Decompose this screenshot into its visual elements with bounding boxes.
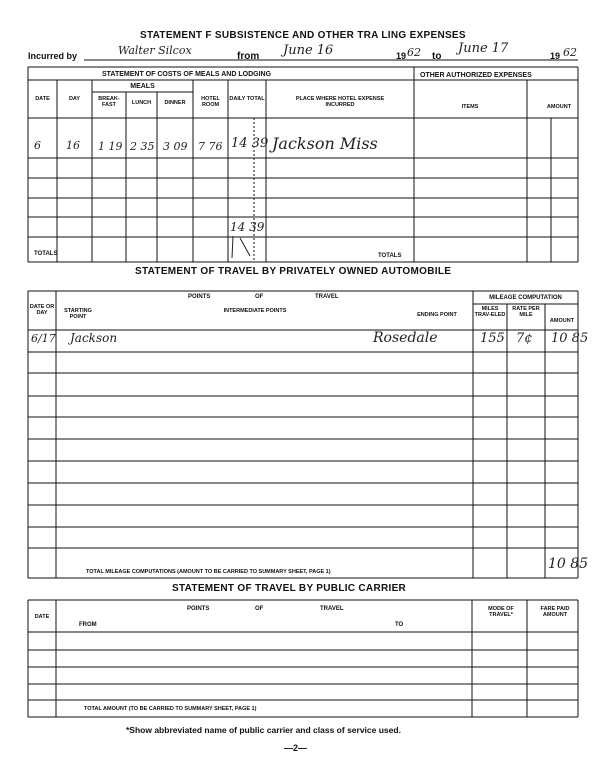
mileage-total-label: TOTAL MILEAGE COMPUTATIONS (AMOUNT TO BE CARRIED TO SUMMARY SHEET, PAGE 1) (86, 569, 331, 575)
auto-col-starting: STARTING POINT (64, 308, 92, 320)
col-hotel-room: HOTEL ROOM (201, 96, 220, 108)
row-breakfast[interactable]: 1 19 (98, 140, 123, 153)
col-items: ITEMS (461, 104, 479, 110)
totals-label-2: TOTALS (378, 253, 402, 259)
col-place: PLACE WHERE HOTEL EXPENSE INCURRED (295, 96, 385, 108)
col-dinner: DINNER (164, 100, 186, 106)
year-prefix-2: 19 (550, 51, 561, 61)
row-dinner[interactable]: 3 09 (163, 140, 188, 153)
auto-col-intermediate: INTERMEDIATE POINTS (223, 308, 287, 314)
automobile-title: STATEMENT OF TRAVEL BY PRIVATELY OWNED AUTOMOBILE (135, 266, 452, 277)
public-carrier-title: STATEMENT OF TRAVEL BY PUBLIC CARRIER (172, 583, 407, 594)
auto-col-date: DATE OR DAY (29, 304, 55, 316)
from-date-value[interactable]: June 16 (283, 43, 334, 58)
year-prefix-1: 19 (396, 51, 407, 61)
col-date: DATE (35, 96, 50, 102)
from-label: from (237, 51, 260, 62)
auto-col-amount: AMOUNT (549, 318, 575, 324)
carrier-from-label: FROM (79, 622, 97, 628)
mileage-header: MILEAGE COMPUTATION (489, 295, 562, 301)
auto-of-label: OF (255, 294, 264, 300)
subsistence-total-value[interactable]: 14 39 (230, 220, 265, 234)
row-day[interactable]: 16 (66, 139, 80, 152)
row-lunch[interactable]: 2 35 (130, 140, 155, 153)
col-lunch: LUNCH (131, 100, 152, 106)
auto-row-rate[interactable]: 7¢ (516, 331, 533, 346)
to-date-value[interactable]: June 17 (458, 41, 509, 56)
auto-points-label: POINTS (188, 294, 211, 300)
auto-row-ending[interactable]: Rosedale (373, 330, 438, 346)
carrier-points-label: POINTS (187, 606, 210, 612)
carrier-total-label: TOTAL AMOUNT (TO BE CARRIED TO SUMMARY SHEET, PAGE 1) (84, 706, 257, 712)
incurred-by-label: Incurred by (28, 51, 78, 61)
col-day: DAY (68, 96, 81, 102)
totals-label: TOTALS (34, 251, 58, 257)
auto-row-starting[interactable]: Jackson (70, 331, 118, 345)
to-year-value[interactable]: 62 (563, 46, 577, 59)
from-year-value[interactable]: 62 (407, 46, 421, 59)
page-number: —2— (284, 743, 308, 753)
subsistence-title: STATEMENT F SUBSISTENCE AND OTHER TRA LING EXPENSES (140, 30, 466, 41)
footnote: *Show abbreviated name of public carrier and class of service used. (126, 725, 401, 735)
meals-label: MEALS (130, 83, 155, 90)
col-daily-total: DAILY TOTAL (229, 96, 265, 102)
auto-col-rate: RATE PER MILE (512, 306, 540, 318)
mileage-total-amount[interactable]: 10 85 (548, 556, 589, 572)
col-breakfast: BREAK-FAST (98, 96, 120, 108)
meals-lodging-header: STATEMENT OF COSTS OF MEALS AND LODGING (102, 71, 272, 78)
other-expenses-header: OTHER AUTHORIZED EXPENSES (420, 72, 532, 79)
auto-col-miles: MILES TRAV-ELED (474, 306, 506, 318)
carrier-travel-label: TRAVEL (320, 606, 344, 612)
carrier-to-label: TO (395, 622, 404, 628)
carrier-col-fare: FARE PAID AMOUNT (540, 606, 570, 618)
row-date[interactable]: 6 (34, 139, 41, 152)
carrier-of-label: OF (255, 606, 264, 612)
carrier-col-date: DATE (34, 614, 50, 620)
row-hotel[interactable]: 7 76 (198, 140, 223, 153)
row-place[interactable]: Jackson Miss (272, 134, 378, 153)
auto-row-amount[interactable]: 10 85 (551, 331, 589, 346)
auto-row-date[interactable]: 6/17 (31, 332, 56, 345)
row-daily-total[interactable]: 14 39 (231, 136, 269, 151)
col-amount: AMOUNT (546, 104, 572, 110)
auto-row-miles[interactable]: 155 (480, 331, 505, 346)
auto-travel-label: TRAVEL (315, 294, 339, 300)
auto-col-ending: ENDING POINT (417, 312, 457, 318)
incurred-by-value[interactable]: Walter Silcox (118, 44, 192, 57)
to-label: to (432, 51, 442, 62)
carrier-col-mode: MODE OF TRAVEL* (488, 606, 514, 618)
